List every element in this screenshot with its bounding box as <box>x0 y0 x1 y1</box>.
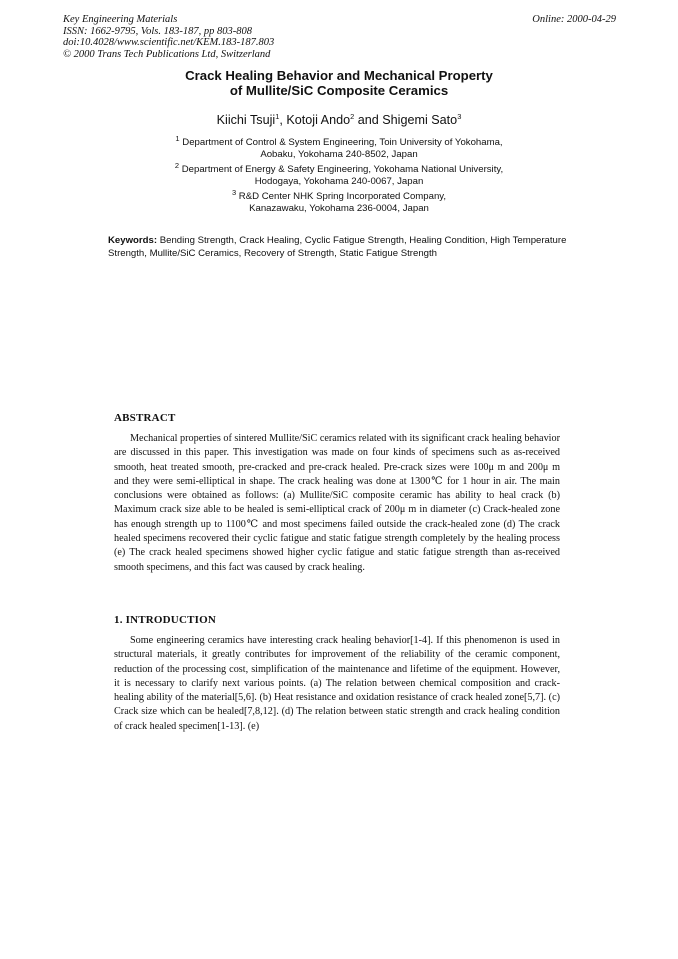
affiliation-mark: 2 <box>174 160 180 170</box>
paper-title <box>0 68 678 98</box>
affiliation-line: Hodogaya, Yokohama 240-0067, Japan <box>254 176 424 187</box>
introduction-paragraph <box>114 634 560 734</box>
author-affiliation-mark: 1 <box>275 111 280 121</box>
author-affiliation-mark: 3 <box>457 111 462 121</box>
affiliation-line: R&D Center NHK Spring Incorporated Company, <box>238 191 447 202</box>
abstract-heading: ABSTRACT <box>114 412 176 424</box>
abstract-paragraph <box>114 432 560 575</box>
copyright-line: © 2000 Trans Tech Publications Ltd, Switzerland <box>63 48 271 60</box>
affiliation-mark: 3 <box>231 187 237 197</box>
affiliation-3 <box>0 187 678 215</box>
title-line-2: of Mullite/SiC Composite Ceramics <box>229 83 449 98</box>
journal-header <box>63 14 274 60</box>
author-separator: and <box>354 113 383 127</box>
keywords <box>108 235 588 260</box>
author-affiliation-mark: 2 <box>350 111 355 121</box>
affiliation-line: Department of Energy & Safety Engineering, Yokohama National University, <box>181 164 504 175</box>
abstract-text: Mechanical properties of sintered Mullite/SiC ceramics related with its significant crack healing behavior are discussed in this paper. This investigation was made on four kinds of specimens such as as-received smooth, heat treated smooth, pre-cracked and pre-crack healed. Pre-crack sizes were 100μ m and 200μ m and they were semi-elliptical in shape. The crack healing was done at 1300℃ for 1 hour in air. The main conclusions were obtained as follows: (a) Mullite/SiC composite ceramic has ability to heal crack (b) Maximum crack size able to be healed is semi-elliptical crack of 200μ m in diameter (c) Crack-healed zone has enough strength up to 1100℃ and most specimens failed outside the crack-healed zone (d) The crack healed specimens recovered their cyclic fatigue and static fatigue strength completely by the healing process (e) The crack healed specimens showed higher cyclic fatigue and static fatigue strength than as-received smooth specimens, and this fact was caused by crack healing. <box>114 433 560 573</box>
issn-line: ISSN: 1662-9795, Vols. 183-187, pp 803-808 <box>63 25 252 37</box>
journal-name: Key Engineering Materials <box>63 14 178 25</box>
affiliation-line: Kanazawaku, Yokohama 236-0004, Japan <box>249 203 429 214</box>
author-list <box>0 113 678 127</box>
affiliation-2 <box>0 160 678 188</box>
keywords-label: Keywords: <box>108 235 158 246</box>
introduction-heading: 1. INTRODUCTION <box>114 614 217 626</box>
author-name: Kotoji Ando <box>286 113 351 127</box>
affiliation-mark: 1 <box>175 133 180 143</box>
affiliation-line: Aobaku, Yokohama 240-8502, Japan <box>260 149 418 160</box>
author-separator: , <box>279 113 287 127</box>
keywords-text: Bending Strength, Crack Healing, Cyclic Fatigue Strength, Healing Condition, High Temperature Strength, Mullite/SiC Ceramics, Recovery of Strength, Static Fatigue Strength <box>108 235 567 259</box>
doi-line[interactable]: doi:10.4028/www.scientific.net/KEM.183-187.803 <box>63 37 275 48</box>
title-line-1: Crack Healing Behavior and Mechanical Property <box>185 68 493 83</box>
affiliation-1 <box>0 133 678 161</box>
introduction-text: Some engineering ceramics have interesting crack healing behavior[1-4]. If this phenomenon is used in structural materials, it greatly contributes for improvement of the reliability of the ceramic component, reduction of the processing cost, simplification of the maintenance and lifetime of the equipment. However, it is necessary to clarify next various points. (a) The relation between chemical composition and crack-healing ability of the material[5,6]. (b) Heat resistance and oxidation resistance of crack healed zone[5,7]. (c) Crack size which can be healed[7,8,12]. (d) The relation between static strength and crack healing condition of crack healed specimen[1-13]. (e) <box>114 635 560 732</box>
author-name: Kiichi Tsuji <box>216 113 276 127</box>
online-date: Online: 2000-04-29 <box>532 14 616 25</box>
affiliation-line: Department of Control & System Engineering, Toin University of Yokohama, <box>182 137 503 148</box>
author-name: Shigemi Sato <box>382 113 458 127</box>
